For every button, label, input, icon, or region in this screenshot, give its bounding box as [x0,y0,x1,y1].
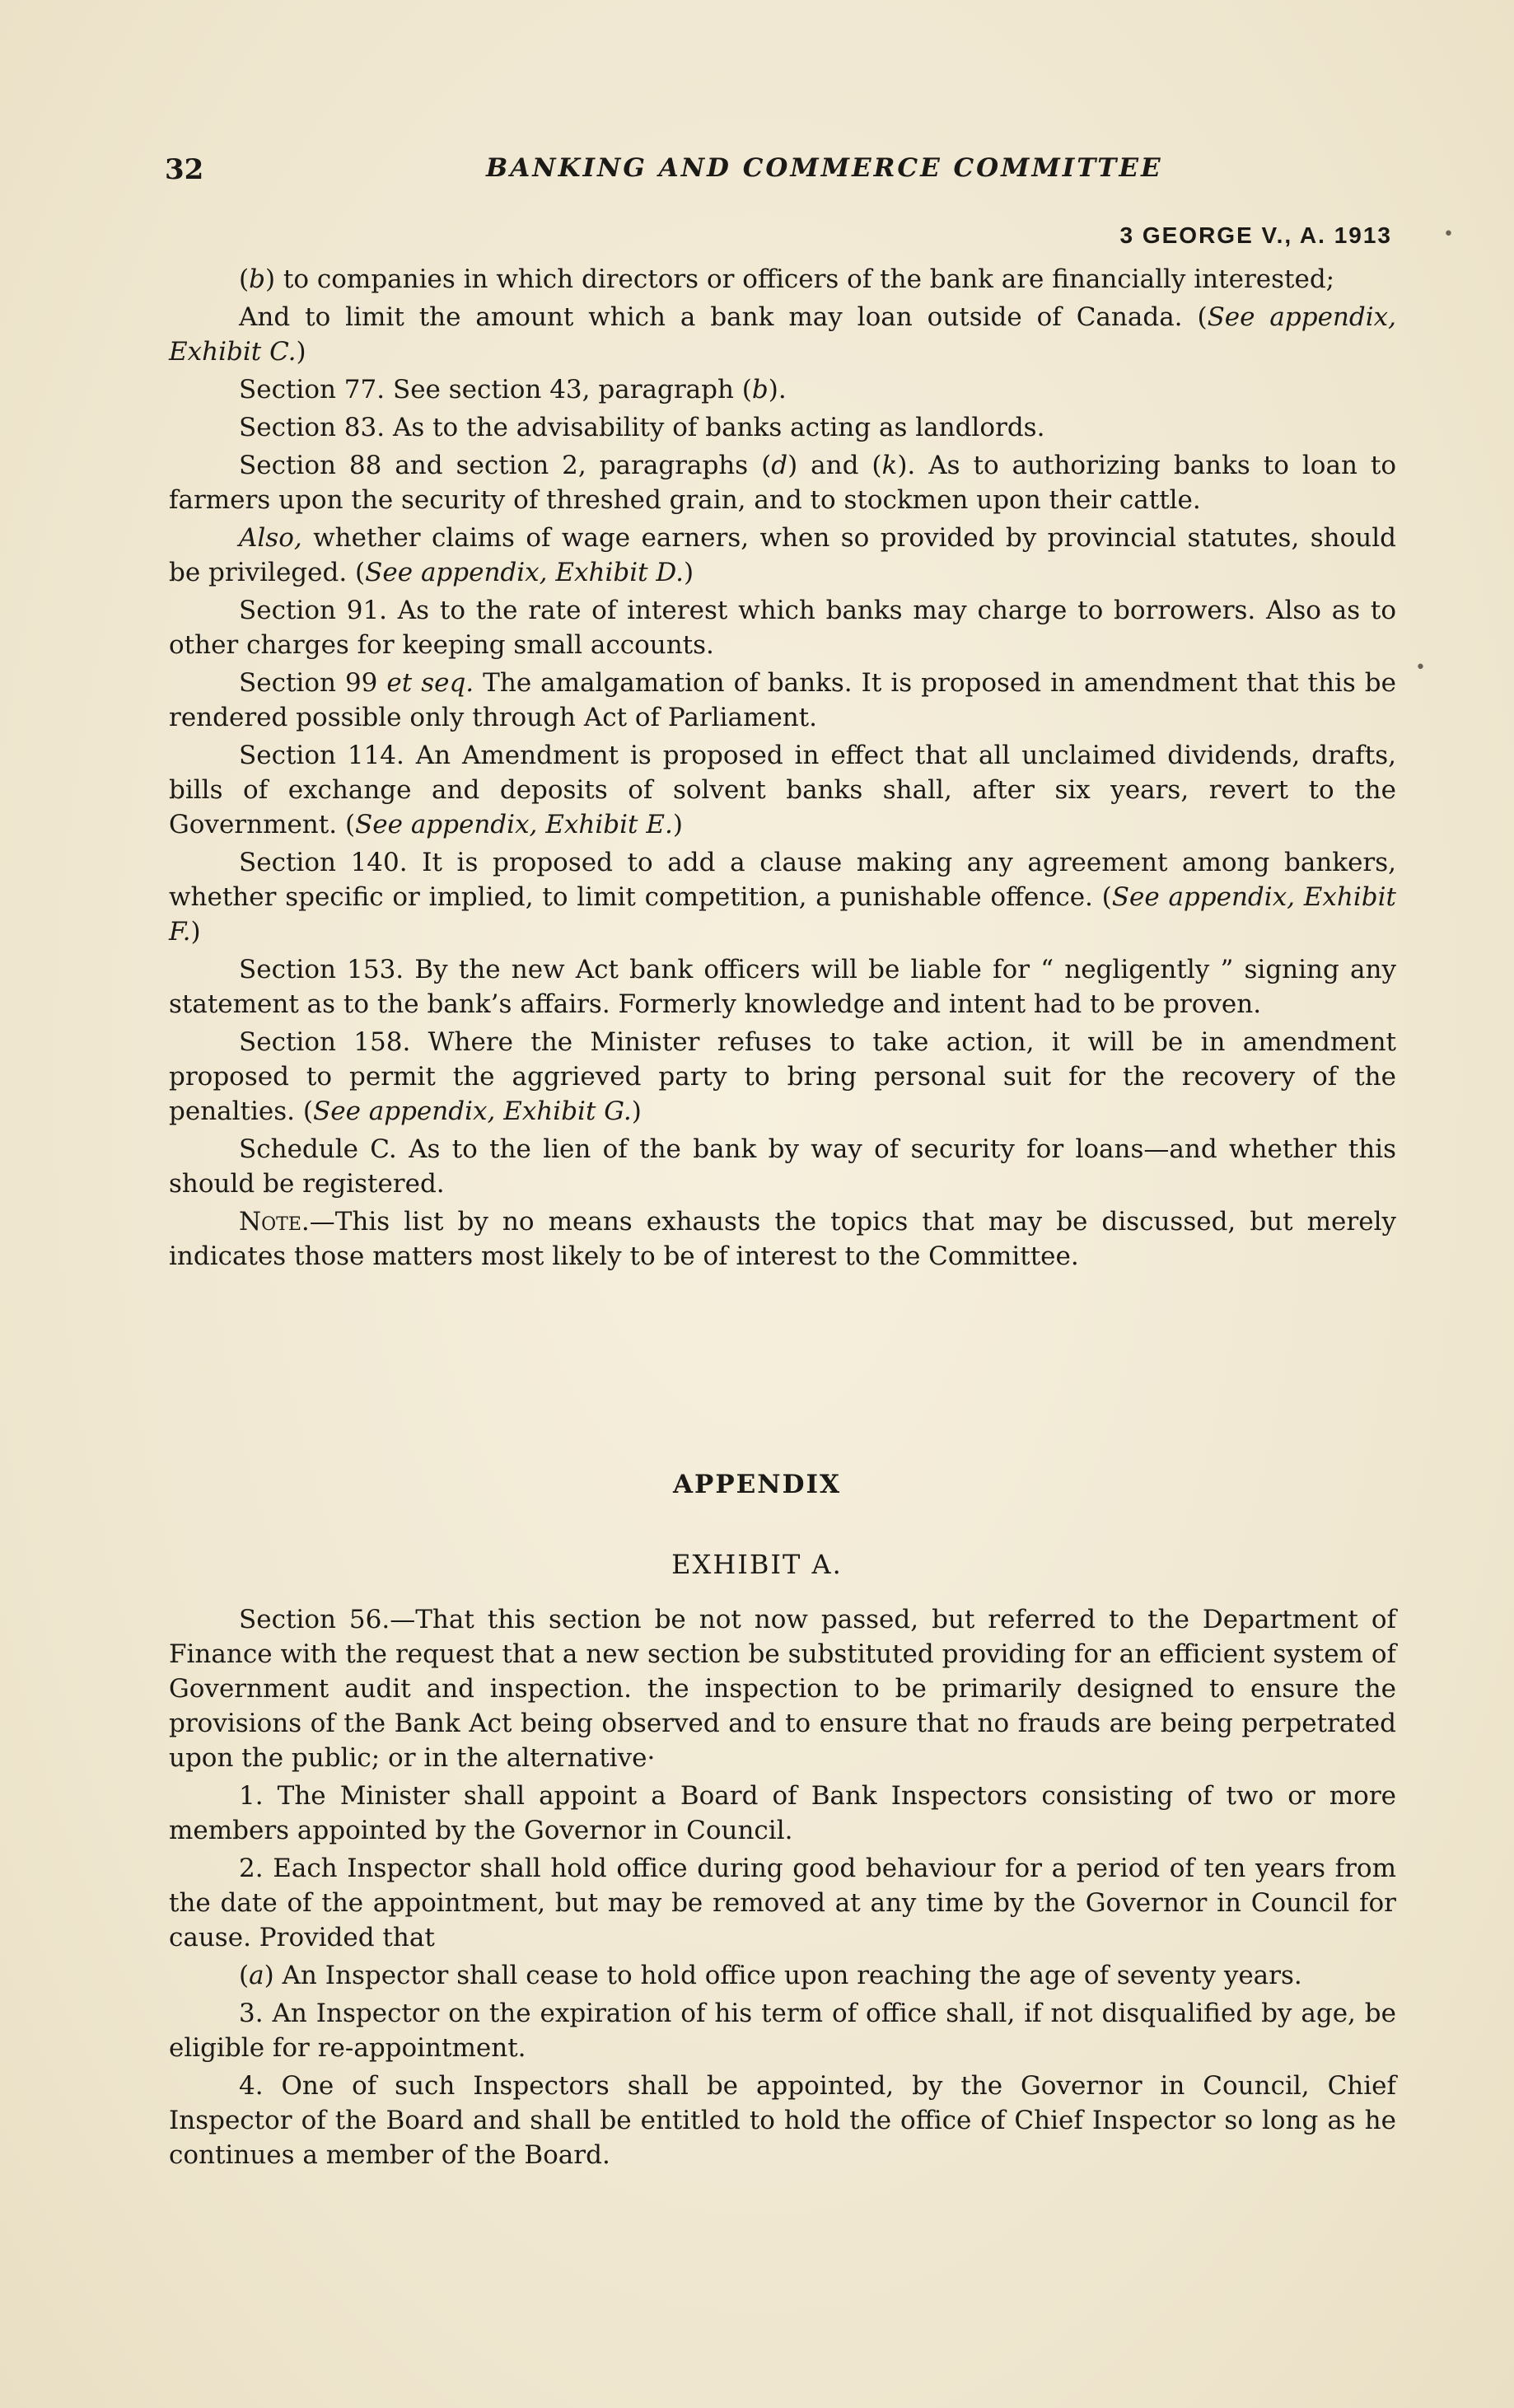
text-run: 2. Each Inspector shall hold office during good behaviour for a period of ten years from the date of the appointment, but may be removed at any time by the Governor in Council for cause. Provided that [169,1854,1396,1952]
paragraph [169,952,1396,1022]
text-run: ) [190,917,201,947]
running-title: BANKING AND COMMERCE COMMITTEE [486,153,1163,183]
paragraph [169,1025,1396,1129]
paragraph [169,262,1396,297]
session-label: 3 GEORGE V., A. 1913 [1119,222,1392,248]
text-run: Section 77. See section 43, paragraph ( [239,375,752,404]
page-header [165,148,1392,248]
paragraph [169,738,1396,842]
paragraph [169,1958,1396,1993]
text-run: Section 83. As to the advisability of banks acting as landlords. [239,413,1045,442]
page-number: 32 [165,153,204,186]
paragraph [169,372,1396,407]
main-body-text [169,262,1396,1274]
text-run: ). As to authorizing banks to loan to farmers upon the security of threshed grain, and to stockmen upon their cattle. [169,451,1396,515]
paragraph [169,1204,1396,1274]
appendix-body-text [169,1602,1396,2172]
paragraph [169,410,1396,445]
italic-text: Also, [239,523,302,553]
paragraph [169,593,1396,662]
text-run: 4. One of such Inspectors shall be appointed, by the Governor in Council, Chief Inspector of the Board and shall be entitled to hold the office of Chief Inspector so long as he continues a member of the Board. [169,2071,1396,2170]
appendix-heading: APPENDIX [672,1470,842,1499]
text-run: And to limit the amount which a bank may loan outside of Canada. ( [239,302,1208,332]
text-run: Section 99 [239,668,387,698]
italic-text: b [751,375,769,404]
text-run: ) [684,558,694,587]
italic-text: See appendix, Exhibit C. [169,302,1396,367]
paragraph [169,1602,1396,1775]
italic-text: et seq. [386,668,474,698]
small-caps-text: Note. [239,1207,310,1237]
text-run: 3. An Inspector on the expiration of his term of office shall, if not disqualified by age, be eligible for re-appointment. [169,1999,1396,2063]
text-run: ). [768,375,787,404]
paragraph [169,2069,1396,2172]
paragraph [169,521,1396,590]
text-run: The amalgamation of banks. It is proposed in amendment that this be rendered possible only through Act of Parliament. [169,668,1396,732]
margin-dot: • [1415,657,1426,678]
text-run: 1. The Minister shall appoint a Board of Bank Inspectors consisting of two or more members appointed by the Governor in Council. [169,1781,1396,1845]
italic-text: b [249,264,265,294]
text-run: Section 158. Where the Minister refuses to take action, it will be in amendment proposed to permit the aggrieved party to bring personal suit for the recovery of the penalties. ( [169,1027,1396,1126]
text-run: Section 140. It is proposed to add a clause making any agreement among bankers, whether specific or implied, to limit competition, a punishable offence. ( [169,848,1396,912]
italic-text: a [249,1961,264,1990]
italic-text: See appendix, Exhibit E. [355,810,673,839]
paragraph [169,1996,1396,2065]
text-run: ) and ( [787,451,882,480]
text-run: ) to companies in which directors or officers of the bank are financially interested; [264,264,1335,294]
margin-dot: • [1443,224,1454,245]
italic-text: d [771,451,788,480]
text-run: Section 88 and section 2, paragraphs ( [239,451,772,480]
italic-text: See appendix, Exhibit D. [365,558,685,587]
text-run: ( [239,1961,250,1990]
paragraph [169,1779,1396,1848]
italic-text: See appendix, Exhibit F. [169,882,1396,947]
text-run: Schedule C. As to the lien of the bank by way of security for loans—and whether this should be registered. [169,1134,1396,1199]
text-run: whether claims of wage earners, when so provided by provincial statutes, should be privileged. ( [169,523,1396,587]
text-run: ) [631,1096,642,1126]
text-run: Section 91. As to the rate of interest which banks may charge to borrowers. Also as to other charges for keeping small accounts. [169,596,1396,660]
text-run: ( [239,264,250,294]
paragraph [169,1851,1396,1955]
text-run: ) An Inspector shall cease to hold office upon reaching the age of seventy years. [264,1961,1302,1990]
text-run: Section 153. By the new Act bank officers will be liable for “ negligently ” signing any statement as to the bank’s affairs. Formerly knowledge and intent had to be proven. [169,955,1396,1019]
text-run: —This list by no means exhausts the topics that may be discussed, but merely indicates those matters most likely to be of interest to the Committee. [169,1207,1396,1271]
paragraph [169,845,1396,949]
italic-text: See appendix, Exhibit G. [312,1096,632,1126]
text-run: Section 114. An Amendment is proposed in effect that all unclaimed dividends, drafts, bills of exchange and deposits of solvent banks shall, after six years, revert to the Government. ( [169,741,1396,839]
paragraph [169,1132,1396,1201]
paragraph [169,666,1396,735]
text-run: ) [296,337,306,367]
text-run: Section 56.—That this section be not now passed, but referred to the Department of Finance with the request that a new section be substituted providing for an efficient system of Government audit and inspection. the inspection to be primarily designed to ensure the provisions of the Bank Act being observed and to ensure that no frauds are being perpetrated upon the public; or in the alternative· [169,1605,1396,1773]
italic-text: k [881,451,898,480]
paragraph [169,448,1396,517]
text-run: ) [672,810,683,839]
paragraph [169,300,1396,369]
exhibit-heading: EXHIBIT A. [671,1549,843,1580]
